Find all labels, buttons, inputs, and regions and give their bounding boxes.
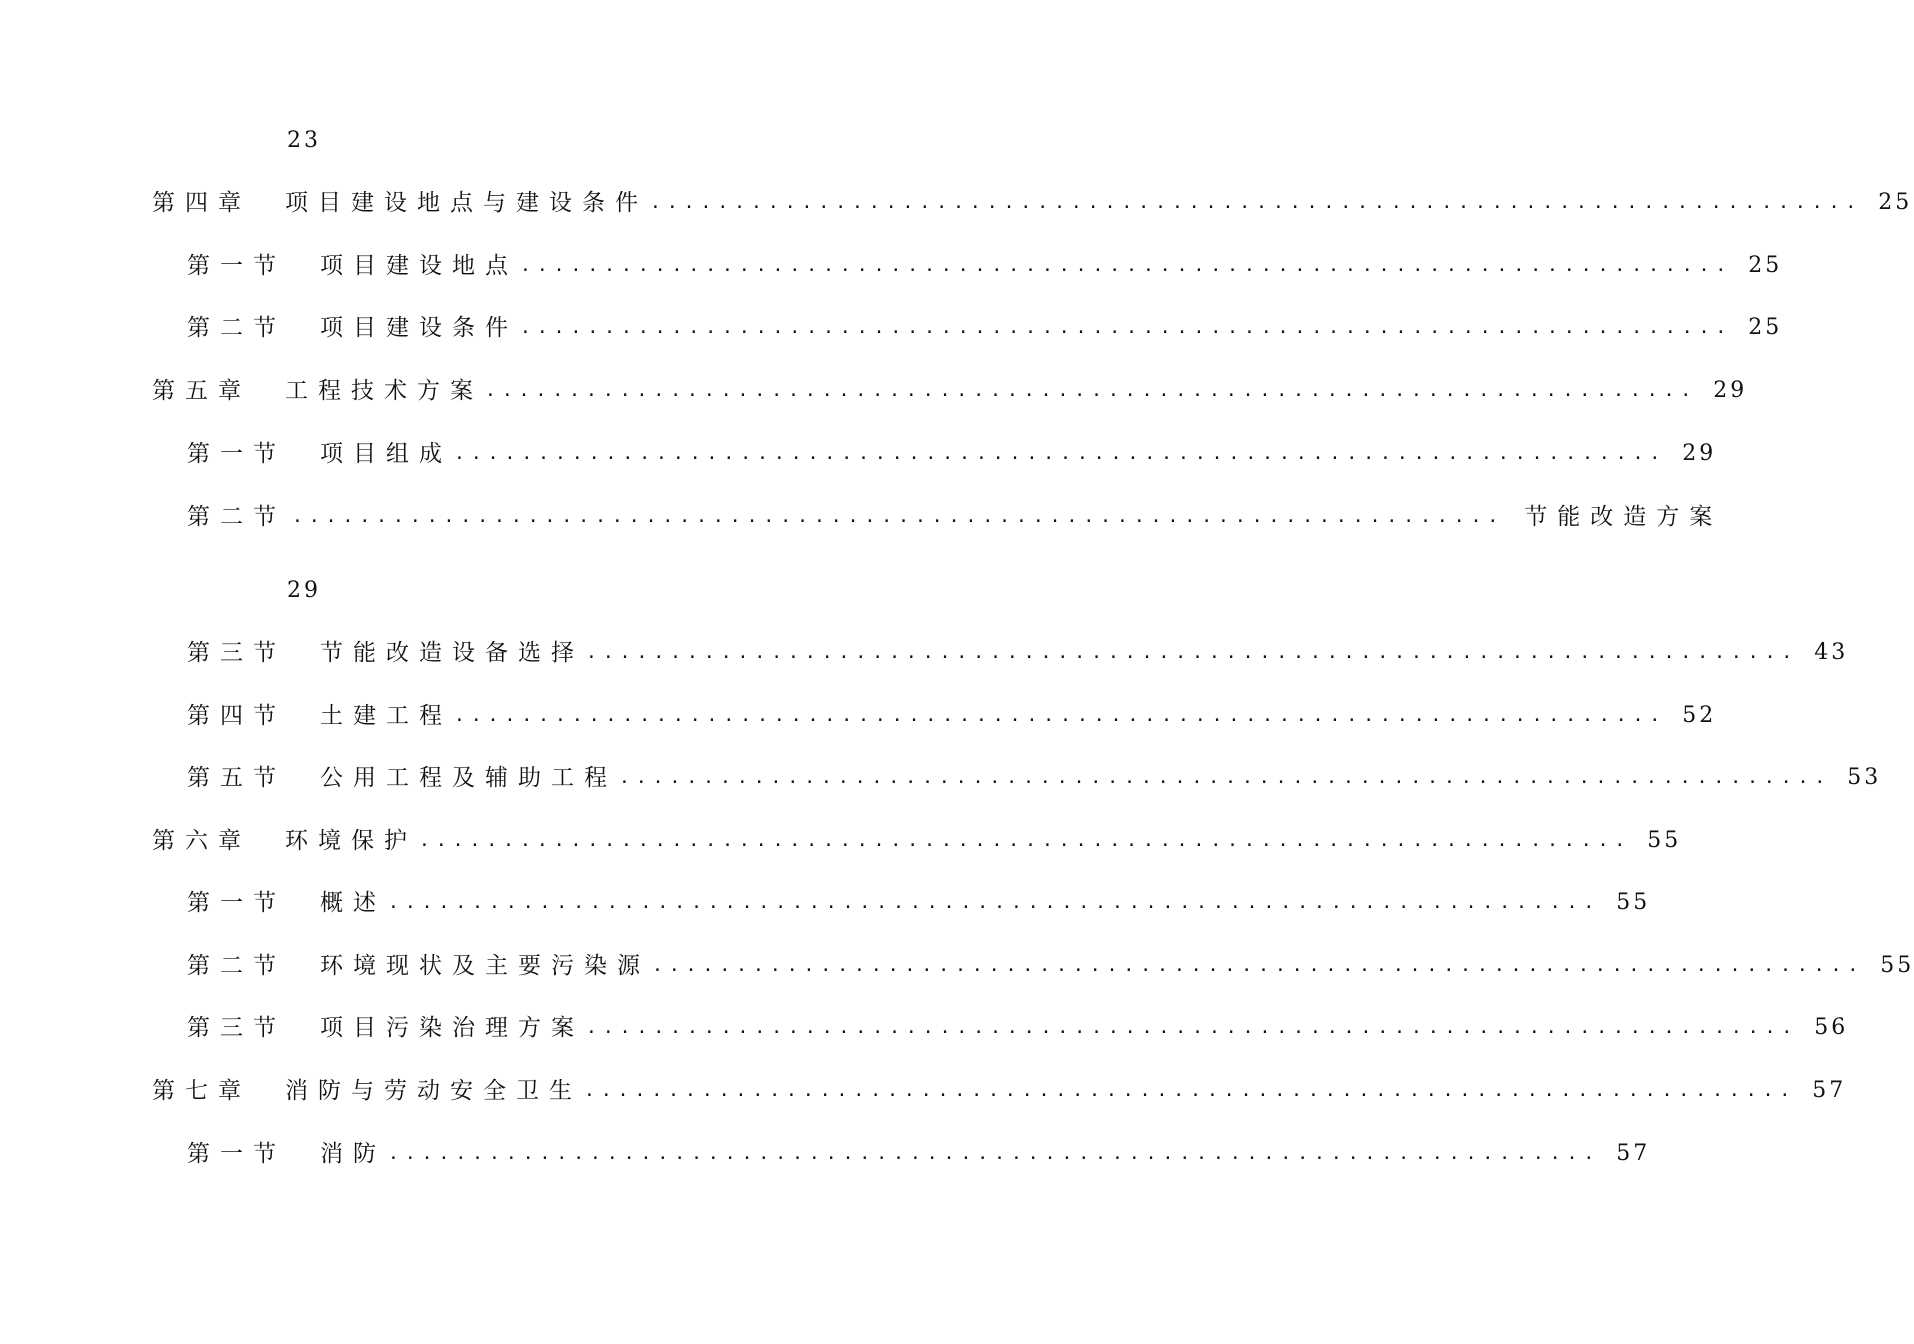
toc-entry-page-wrapped: 29	[287, 578, 321, 603]
toc-entry-chapter[interactable]	[152, 186, 1913, 220]
toc-entry-chapter[interactable]	[152, 1074, 1847, 1108]
toc-entry-page: 57	[1812, 1078, 1847, 1103]
toc-leader-dots: ........................................................................	[419, 830, 1632, 851]
toc-leader-dots: ........................................................................	[584, 1080, 1797, 1101]
toc-entry-page: 55	[1880, 953, 1914, 978]
toc-entry-title: 项目建设地点与建设条件	[285, 190, 648, 216]
toc-leader-dots: ........................................................................	[586, 642, 1799, 663]
toc-entry-title: 项目组成	[320, 441, 452, 467]
toc-entry-chapter[interactable]	[152, 374, 1748, 408]
toc-leader-dots: ........................................................................	[586, 1017, 1799, 1038]
toc-entry-label: 第七章	[152, 1078, 251, 1104]
toc-entry-label: 第一节	[187, 441, 286, 467]
toc-entry-chapter[interactable]	[152, 824, 1682, 858]
toc-lead-page-number: 23	[287, 128, 321, 153]
toc-entry-section[interactable]	[187, 437, 1717, 471]
toc-entry-page: 53	[1847, 765, 1882, 790]
toc-entry-label: 第三节	[187, 640, 286, 666]
toc-entry-section[interactable]	[187, 249, 1783, 283]
toc-entry-label: 第三节	[187, 1015, 286, 1041]
toc-entry-title: 公用工程及辅助工程	[320, 765, 617, 791]
toc-entry-section[interactable]	[187, 500, 1723, 534]
toc-leader-dots: ........................................................................	[619, 767, 1832, 788]
toc-entry-title: 项目建设条件	[320, 315, 518, 341]
toc-entry-label: 第二节	[187, 315, 286, 341]
toc-entry-section[interactable]	[187, 311, 1783, 345]
toc-leader-dots: ........................................................................	[520, 255, 1733, 276]
toc-entry-title: 概述	[320, 890, 386, 916]
toc-entry-section[interactable]	[187, 949, 1914, 983]
toc-entry-page: 25	[1878, 190, 1913, 215]
toc-entry-title: 项目污染治理方案	[320, 1015, 584, 1041]
toc-entry-page: 25	[1748, 253, 1783, 278]
toc-entry-label: 第五章	[152, 378, 251, 404]
toc-entry-title: 工程技术方案	[285, 378, 483, 404]
toc-entry-label: 第六章	[152, 828, 251, 854]
toc-leader-dots: ........................................................................	[650, 192, 1863, 213]
toc-entry-title: 土建工程	[320, 703, 452, 729]
toc-entry-section[interactable]	[187, 699, 1717, 733]
toc-entry-page: 56	[1814, 1015, 1849, 1040]
toc-entry-page: 43	[1814, 640, 1849, 665]
toc-leader-dots: ........................................................................	[454, 705, 1667, 726]
toc-leader-dots: ........................................................................	[520, 317, 1733, 338]
toc-leader-dots: ........................................................................	[388, 892, 1601, 913]
toc-entry-label: 第四节	[187, 703, 286, 729]
toc-entry-section[interactable]	[187, 1137, 1651, 1171]
toc-leader-dots: ........................................................................	[292, 506, 1505, 527]
toc-entry-section[interactable]	[187, 761, 1882, 795]
toc-entry-title: 节能改造方案	[1524, 504, 1723, 530]
toc-entry-page: 57	[1616, 1141, 1651, 1166]
toc-entry-label: 第五节	[187, 765, 286, 791]
toc-entry-title: 环境保护	[285, 828, 417, 854]
toc-entry-label: 第二节	[187, 953, 286, 979]
toc-entry-title: 节能改造设备选择	[320, 640, 584, 666]
toc-entry-section[interactable]	[187, 1011, 1849, 1045]
toc-leader-dots: ........................................................................	[652, 955, 1865, 976]
toc-entry-title: 项目建设地点	[320, 253, 518, 279]
toc-entry-label: 第一节	[187, 253, 286, 279]
toc-entry-label: 第一节	[187, 1141, 286, 1167]
toc-entry-page: 29	[1682, 441, 1717, 466]
toc-entry-page: 55	[1647, 828, 1682, 853]
toc-entry-section[interactable]	[187, 636, 1849, 670]
toc-entry-title: 环境现状及主要污染源	[320, 953, 650, 979]
toc-entry-page: 29	[1713, 378, 1748, 403]
toc-leader-dots: ........................................................................	[454, 443, 1667, 464]
toc-entry-title: 消防	[320, 1141, 386, 1167]
toc-entry-section[interactable]	[187, 886, 1651, 920]
toc-entry-label: 第四章	[152, 190, 251, 216]
toc-entry-label: 第二节	[187, 504, 286, 530]
toc-leader-dots: ........................................................................	[388, 1143, 1601, 1164]
toc-entry-title: 消防与劳动安全卫生	[285, 1078, 582, 1104]
toc-entry-page: 55	[1616, 890, 1651, 915]
toc-leader-dots: ........................................................................	[485, 380, 1698, 401]
toc-entry-label: 第一节	[187, 890, 286, 916]
toc-entry-page: 25	[1748, 315, 1783, 340]
toc-entry-page: 52	[1682, 703, 1717, 728]
